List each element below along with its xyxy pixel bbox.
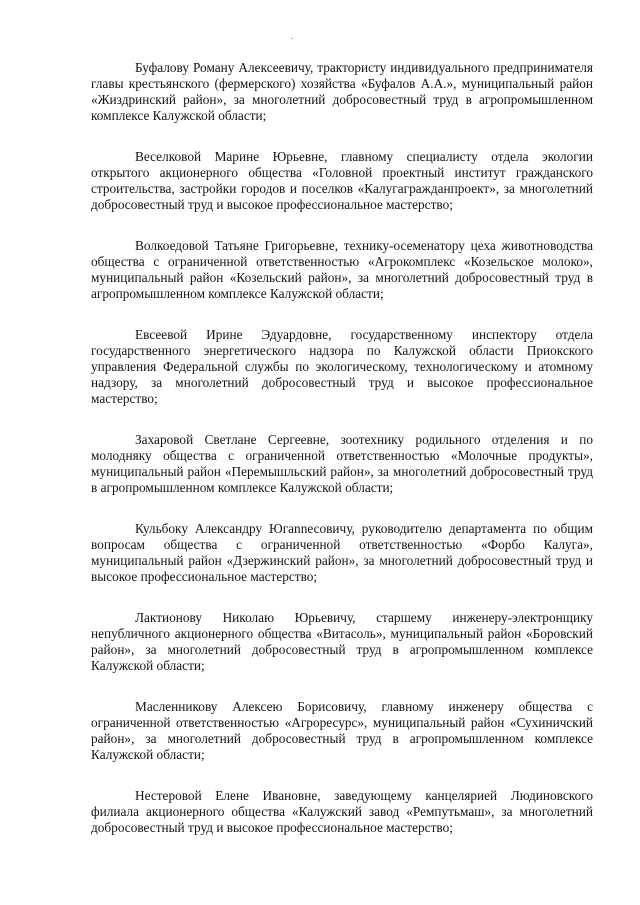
award-entry-text: Лактионову Николаю Юрьевичу, старшему инженеру-электронщику непубличного акционерного общества «Витасоль», муниципальный район «Боровский район», за многолетний добросовестный труд в агропромышленном комплексе Калужской области; <box>91 610 593 673</box>
award-entry <box>91 327 593 407</box>
award-entry-text: Нестеровой Елене Ивановне, заведующему канцелярией Людиновского филиала акционерного общества «Калужский завод «Ремпутьмаш», за многолетний добросовестный труд и высокое профессиональное мастерство; <box>91 788 593 835</box>
award-list <box>91 60 593 861</box>
award-entry <box>91 60 593 124</box>
award-entry-text: Захаровой Светлане Сергеевне, зоотехнику родильного отделения и по молодняку общества с ограниченной ответственностью «Молочные продукты», муниципальный район «Перемышльский район», за многолетний добросовестный труд в агропромышленном комплексе Калужской области; <box>91 432 593 495</box>
award-entry-text: Веселковой Марине Юрьевне, главному специалисту отдела экологии открытого акционерного общества «Головной проектный институт гражданского строительства, застройки городов и поселков «Калугагражданпроект», за многолетний добросовестный труд и высокое профессиональное мастерство; <box>91 149 593 212</box>
award-entry-text: Евсеевой Ирине Эдуардовне, государственному инспектору отдела государственного энергетического надзора по Калужской области Приокского управления Федеральной службы по экологическому, технологическому и атомному надзору, за многолетний добросовестный труд и высокое профессиональное мастерство; <box>91 327 593 406</box>
award-entry <box>91 149 593 213</box>
award-entry-text: Волкоедовой Татьяне Григорьевне, технику-осеменатору цеха животноводства общества с ограниченной ответственностью «Агрокомплекс «Козельское молоко», муниципальный район «Козельский район», за многолетний добросовестный труд в агропромышленном комплексе Калужской области; <box>91 238 593 301</box>
award-entry <box>91 788 593 836</box>
award-entry <box>91 699 593 763</box>
award-entry-text: Кульбоку Александру Югannесовичу, руководителю департамента по общим вопросам общества с ограниченной ответственностью «Форбо Калуга», муниципальный район «Дзержинский район», за многолетний добросовестный труд и высокое профессиональное мастерство; <box>91 521 593 584</box>
award-entry <box>91 521 593 585</box>
award-entry <box>91 432 593 496</box>
award-entry-text: Буфалову Роману Алексеевичу, трактористу индивидуального предпринимателя главы крестьянского (фермерского) хозяйства «Буфалов А.А.», муниципальный район «Жиздринский район», за многолетний добросовестный труд в агропромышленном комплексе Калужской области; <box>91 60 593 123</box>
award-entry-text: Масленникову Алексею Борисовичу, главному инженеру общества с ограниченной ответственностью «Агроресурс», муниципальный район «Сухиничский район», за многолетний добросовестный труд в агропромышленном комплексе Калужской области; <box>91 699 593 762</box>
page-mark <box>291 38 293 39</box>
award-entry <box>91 238 593 302</box>
award-entry <box>91 610 593 674</box>
